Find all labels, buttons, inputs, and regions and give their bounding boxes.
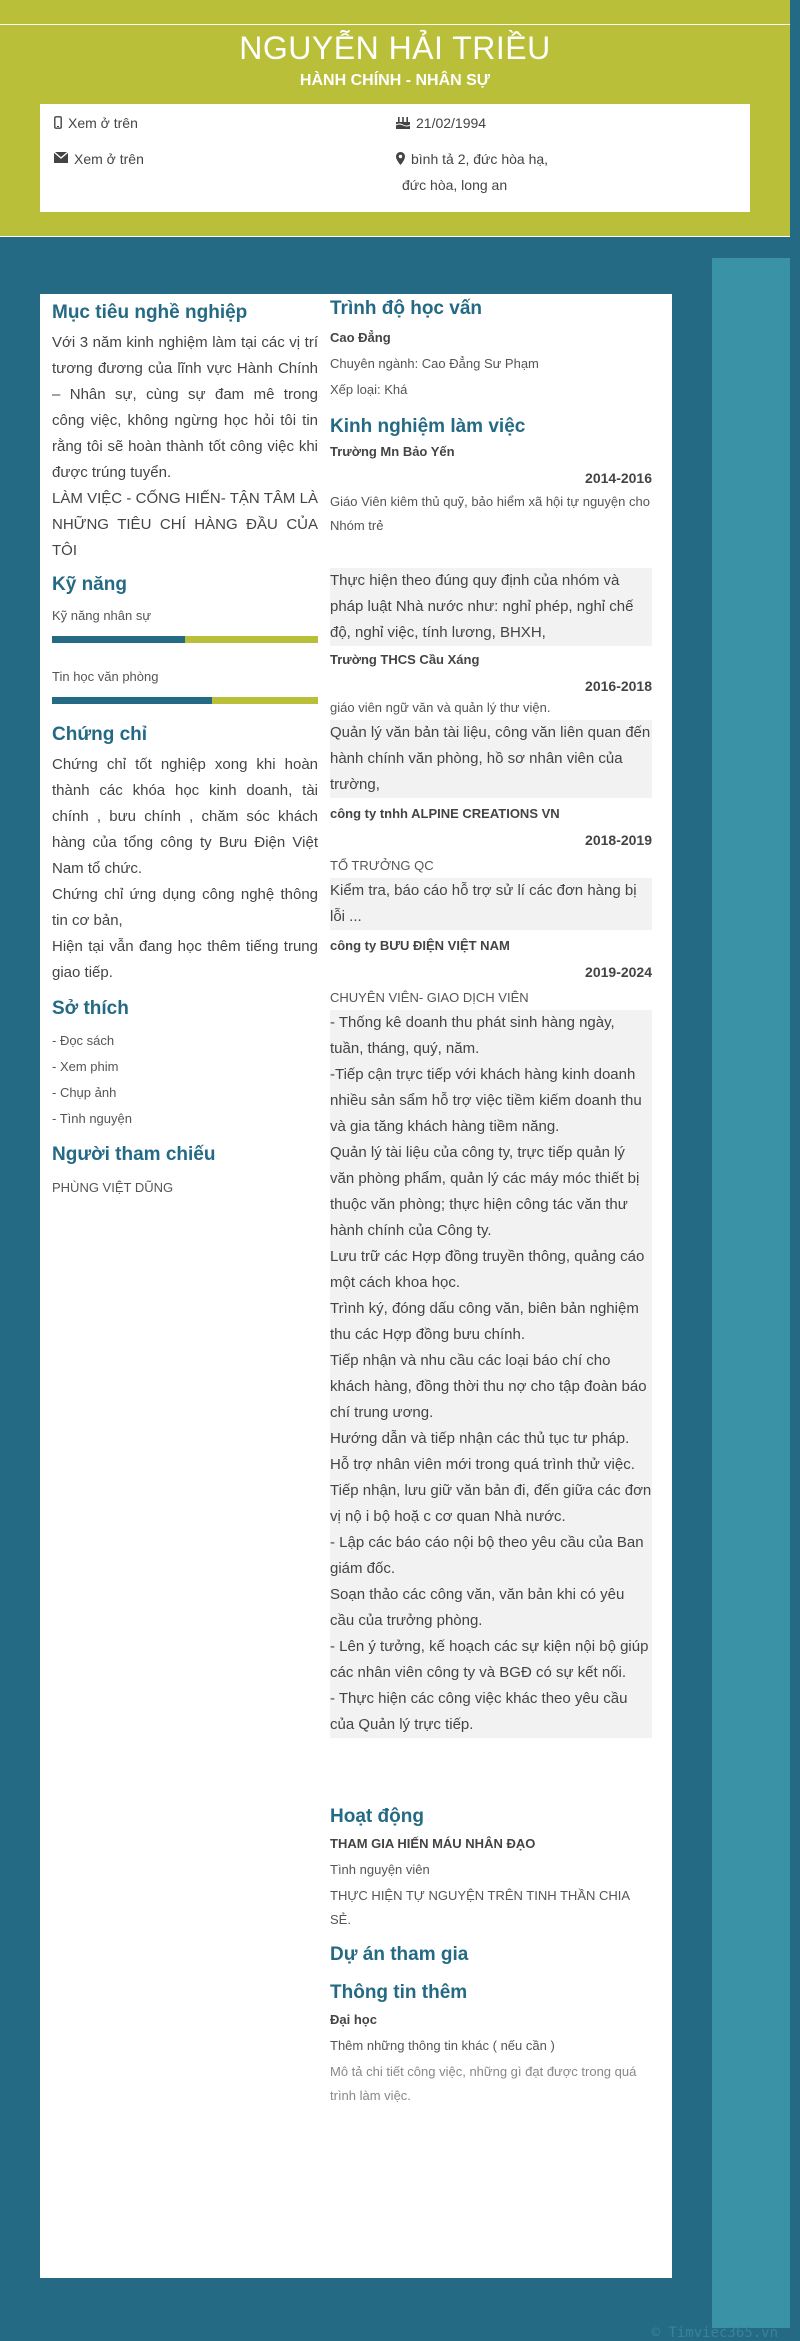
experience-title: Kinh nghiệm làm việc bbox=[330, 416, 526, 437]
accent-strip bbox=[712, 258, 790, 2328]
contact-phone-value: Xem ở trên bbox=[68, 115, 138, 131]
job-period: 2019-2024 bbox=[585, 964, 652, 980]
education-major: Chuyên ngành: Cao Đẳng Sư Phạm bbox=[330, 356, 539, 371]
more-info-subtitle: Đại học bbox=[330, 2012, 377, 2027]
job-detail: - Thống kê doanh thu phát sinh hàng ngày, tuần, tháng, quý, năm. bbox=[330, 1010, 652, 1062]
skill-label-hr: Kỹ năng nhân sự bbox=[52, 608, 152, 623]
more-info-line1: Thêm những thông tin khác ( nếu cần ) bbox=[330, 2038, 555, 2053]
contact-email bbox=[54, 146, 144, 172]
job-company: Trường Mn Bảo Yến bbox=[330, 444, 455, 459]
hobby-item: - Xem phim bbox=[52, 1059, 119, 1074]
certificates-p1: Chứng chỉ tốt nghiệp xong khi hoàn thành các khóa học kinh doanh, tài chính , bưu chính , chăm sóc khách hàng của tổng công ty Bưu Điện Việt Nam tổ chức. bbox=[52, 756, 318, 877]
objective-body: Với 3 năm kinh nghiệm làm tại các vị trí tương đương của lĩnh vực Hành Chính – Nhân sự, cùng sự đam mê trong công việc, không ngừng học hỏi tôi tin rằng tôi sẽ hoàn thành tốt công việc khi được trúng tuyển. bbox=[52, 334, 318, 481]
hobbies-title: Sở thích bbox=[52, 998, 129, 1019]
contact-birthday-value: 21/02/1994 bbox=[416, 115, 487, 131]
job-detail: Thực hiện theo đúng quy định của nhóm và pháp luật Nhà nước như: nghỉ phép, nghỉ chế độ, nghỉ việc, tính lương, BHXH, bbox=[330, 568, 652, 646]
activity-role: Tình nguyện viên bbox=[330, 1862, 430, 1877]
job-detail: - Thực hiện các công việc khác theo yêu cầu của Quản lý trực tiếp. bbox=[330, 1686, 652, 1738]
hobbies-list bbox=[52, 1028, 318, 1132]
more-info-line2: Mô tả chi tiết công việc, những gì đạt được trong quá trình làm việc. bbox=[330, 2064, 637, 2103]
skill-label-office: Tin học văn phòng bbox=[52, 669, 159, 684]
contact-email-value: Xem ở trên bbox=[74, 151, 144, 167]
candidate-role: HÀNH CHÍNH - NHÂN SỰ bbox=[299, 72, 491, 89]
job-detail: Lưu trữ các Hợp đồng truyền thông, quảng cáo một cách khoa học. bbox=[330, 1244, 652, 1296]
envelope-icon bbox=[54, 152, 68, 163]
job-detail: - Lên ý tưởng, kế hoạch các sự kiện nội bộ giúp các nhân viên công ty và BGĐ có sự kết nối. bbox=[330, 1634, 652, 1686]
certificates-title: Chứng chỉ bbox=[52, 724, 148, 745]
hobby-item: - Đọc sách bbox=[52, 1033, 115, 1048]
header-banner bbox=[0, 0, 790, 236]
job-detail: Soạn thảo các công văn, văn bản khi có yêu cầu của trưởng phòng. bbox=[330, 1582, 652, 1634]
job-detail: Hỗ trợ nhân viên mới trong quá trình thử việc. bbox=[330, 1452, 652, 1478]
activities-title: Hoạt động bbox=[330, 1806, 424, 1827]
activity-desc: THỰC HIỆN TỰ NGUYỆN TRÊN TINH THẦN CHIA SẺ. bbox=[330, 1888, 630, 1927]
job-detail: Kiểm tra, báo cáo hỗ trợ sử lí các đơn hàng bị lỗi ... bbox=[330, 878, 652, 930]
skill-bar-office bbox=[52, 697, 318, 704]
job-company: Trường THCS Cầu Xáng bbox=[330, 652, 480, 667]
certificates-p3: Hiện tại vẫn đang học thêm tiếng trung giao tiếp. bbox=[52, 938, 318, 981]
certificates-p2: Chứng chỉ ứng dụng công nghệ thông tin cơ bản, bbox=[52, 886, 318, 929]
birthday-cake-icon bbox=[396, 116, 410, 129]
skill-bar-hr bbox=[52, 636, 318, 643]
job-position: CHUYÊN VIÊN- GIAO DỊCH VIÊN bbox=[330, 990, 529, 1005]
map-marker-icon bbox=[396, 152, 405, 165]
job-detail: Tiếp nhận và nhu cầu các loại báo chí cho khách hàng, đồng thời thu nợ cho tập đoàn báo chí trung ương. bbox=[330, 1348, 652, 1426]
job-period: 2014-2016 bbox=[585, 470, 652, 486]
job-detail: Quản lý văn bản tài liệu, công văn liên quan đến hành chính văn phòng, hồ sơ nhân viên của trường, bbox=[330, 720, 652, 798]
contact-box bbox=[40, 104, 750, 212]
contact-address bbox=[396, 146, 548, 198]
hobby-item: - Tình nguyện bbox=[52, 1111, 132, 1126]
contact-phone bbox=[54, 110, 138, 136]
skills-title: Kỹ năng bbox=[52, 574, 127, 595]
job-detail: - Lập các báo cáo nội bộ theo yêu cầu của Ban giám đốc. bbox=[330, 1530, 652, 1582]
phone-icon bbox=[54, 116, 62, 129]
job-position: giáo viên ngữ văn và quản lý thư viện. bbox=[330, 700, 551, 715]
objective-motto: LÀM VIỆC - CỐNG HIẾN- TẬN TÂM LÀ NHỮNG TIÊU CHÍ HÀNG ĐẦU CỦA TÔI bbox=[52, 490, 318, 559]
job-detail: -Tiếp cận trực tiếp với khách hàng kinh doanh nhiều sản sẩm hỗ trợ việc tiềm kiếm doanh thu và gia tăng khách hàng tiềm năng. bbox=[330, 1062, 652, 1140]
left-column bbox=[52, 300, 318, 1200]
contact-birthday bbox=[396, 110, 486, 136]
activity-name: THAM GIA HIẾN MÁU NHÂN ĐẠO bbox=[330, 1836, 536, 1851]
skill-bar-hr-fill bbox=[52, 636, 185, 643]
job-company: công ty BƯU ĐIỆN VIỆT NAM bbox=[330, 938, 510, 953]
references-title: Người tham chiếu bbox=[52, 1144, 216, 1165]
job-period: 2018-2019 bbox=[585, 832, 652, 848]
education-rank: Xếp loại: Khá bbox=[330, 382, 408, 397]
job-detail: Hướng dẫn và tiếp nhận các thủ tục tư pháp. bbox=[330, 1426, 652, 1452]
job-detail: Tiếp nhận, lưu giữ văn bản đi, đến giữa các đơn vị nộ i bộ hoặ c cơ quan Nhà nước. bbox=[330, 1478, 652, 1530]
watermark: © Timviec365.vn bbox=[651, 2325, 778, 2341]
job-detail: Quản lý tài liệu của công ty, trực tiếp quản lý văn phòng phẩm, quản lý các máy móc thiết bị thuộc văn phòng; thực hiện công tác văn thư hành chính của Công ty. bbox=[330, 1140, 652, 1244]
contact-address-value: bình tả 2, đức hòa hạ, đức hòa, long an bbox=[402, 151, 549, 193]
job-position: TỔ TRƯỞNG QC bbox=[330, 858, 434, 873]
hobby-item: - Chụp ảnh bbox=[52, 1085, 117, 1100]
candidate-name: NGUYỄN HẢI TRIỀU bbox=[239, 30, 551, 66]
right-column bbox=[330, 296, 652, 2108]
job-company: công ty tnhh ALPINE CREATIONS VN bbox=[330, 806, 560, 821]
header-divider-bottom bbox=[0, 236, 790, 237]
education-title: Trình độ học vấn bbox=[330, 298, 483, 319]
reference-name: PHÙNG VIỆT DŨNG bbox=[52, 1180, 174, 1195]
more-info-title: Thông tin thêm bbox=[330, 1982, 468, 2003]
projects-title: Dự án tham gia bbox=[330, 1944, 469, 1965]
job-period: 2016-2018 bbox=[585, 678, 652, 694]
objective-title: Mục tiêu nghề nghiệp bbox=[52, 302, 248, 323]
job-position: Giáo Viên kiêm thủ quỹ, bảo hiểm xã hội tự nguyện cho Nhóm trẻ bbox=[330, 494, 650, 533]
skill-bar-office-fill bbox=[52, 697, 212, 704]
header-divider-top bbox=[0, 24, 790, 25]
education-level: Cao Đẳng bbox=[330, 330, 391, 345]
job-detail: Trình ký, đóng dấu công văn, biên bản nghiệm thu các Hợp đồng bưu chính. bbox=[330, 1296, 652, 1348]
